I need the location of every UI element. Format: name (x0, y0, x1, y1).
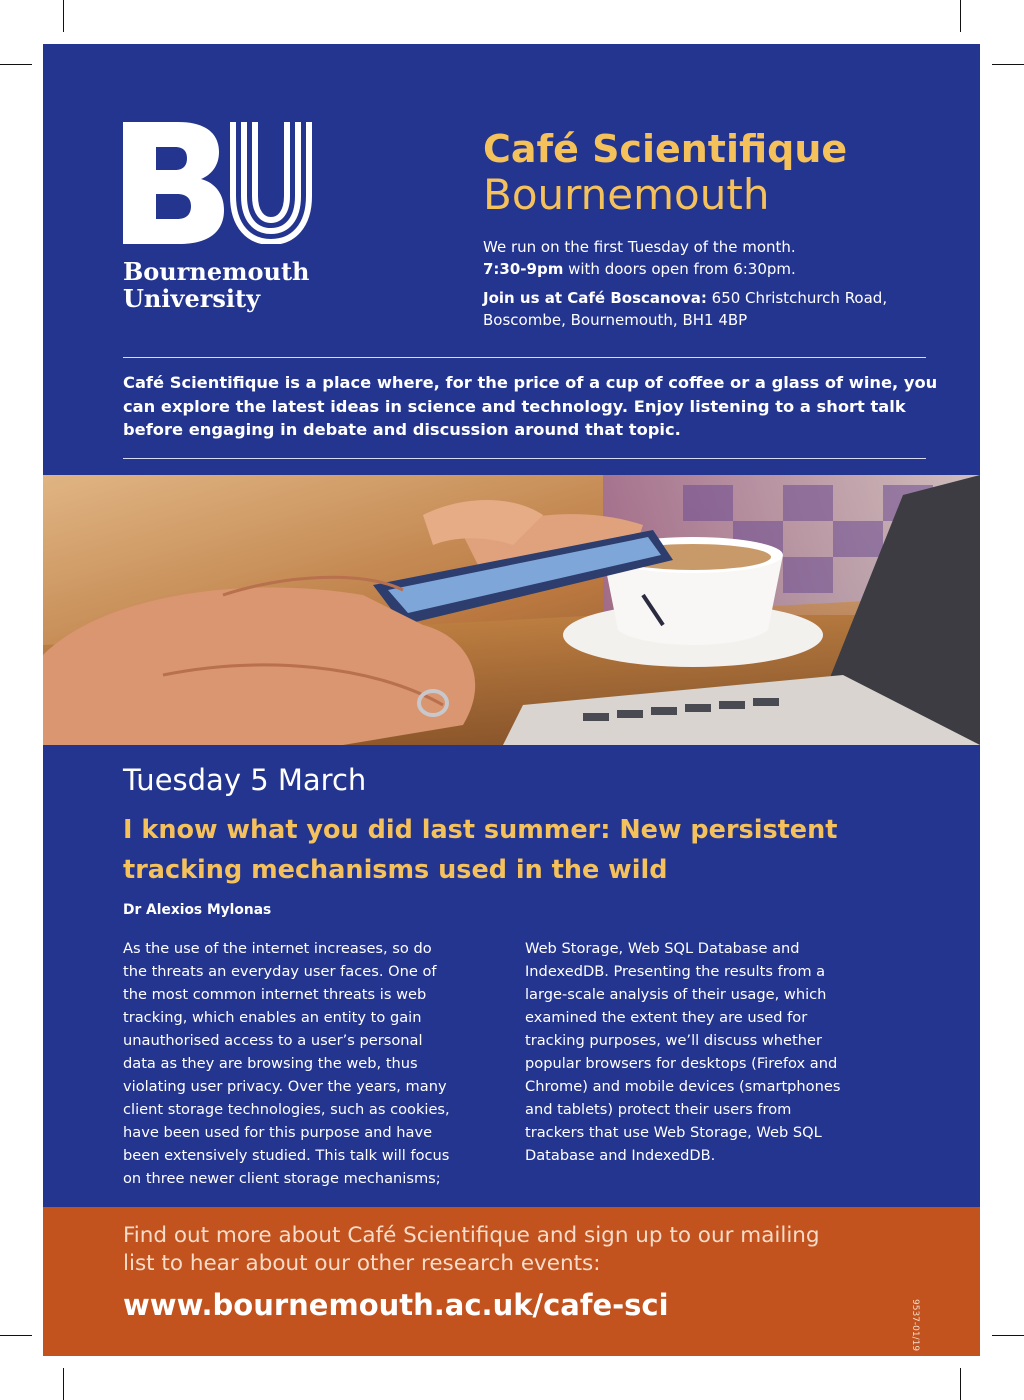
talk-title-line1: I know what you did last summer: New persistent (123, 815, 838, 845)
abstract-line: large-scale analysis of their usage, which (525, 986, 827, 1003)
title-line1: Café Scientifique (483, 127, 848, 171)
abstract-line: been extensively studied. This talk will focus (123, 1147, 450, 1164)
abstract-line: examined the extent they are used for (525, 1009, 808, 1026)
abstract-line: violating user privacy. Over the years, many (123, 1078, 447, 1095)
crop-mark (63, 0, 64, 32)
abstract-line: the most common internet threats is web (123, 986, 427, 1003)
footer-text (123, 1222, 820, 1278)
divider (123, 458, 926, 459)
university-line2: University (123, 284, 261, 313)
university-name (123, 258, 310, 312)
abstract-line: tracking purposes, we’ll discuss whether (525, 1032, 822, 1049)
website-link[interactable]: www.bournemouth.ac.uk/cafe-sci (123, 1288, 669, 1322)
abstract-line: data as they are browsing the web, thus (123, 1055, 418, 1072)
schedule-line: We run on the first Tuesday of the month. (483, 238, 796, 256)
time-line (483, 259, 963, 281)
abstract-line: and tablets) protect their users from (525, 1101, 792, 1118)
crop-mark (992, 1335, 1024, 1336)
abstract-line: As the use of the internet increases, so do (123, 940, 432, 957)
event-series-title (483, 126, 847, 220)
footer-band (43, 1207, 980, 1356)
title-line2: Bournemouth (483, 170, 770, 219)
intro-paragraph: Café Scientifique is a place where, for the price of a cup of coffee or a glass of wine, you can explore the latest ideas in science and technology. Enjoy listening to a short talk before engaging in debate and discussion around that topic. (123, 373, 938, 439)
bu-logo (123, 122, 313, 244)
abstract-line: on three newer client storage mechanisms; (123, 1170, 441, 1187)
abstract-line: the threats an everyday user faces. One of (123, 963, 437, 980)
venue-rest: 650 Christchurch Road, (706, 289, 888, 307)
time-rest: with doors open from 6:30pm. (563, 259, 796, 278)
abstract-line: trackers that use Web Storage, Web SQL (525, 1124, 822, 1141)
crop-mark (0, 1335, 32, 1336)
time-bold: 7:30-9pm (483, 259, 564, 278)
crop-mark (960, 1368, 961, 1400)
abstract-line: Chrome) and mobile devices (smartphones (525, 1078, 841, 1095)
abstract-line: Database and IndexedDB. (525, 1147, 716, 1164)
event-date: Tuesday 5 March (123, 763, 367, 797)
footer-line2: list to hear about our other research events: (123, 1251, 601, 1276)
hero-photo (43, 475, 980, 745)
talk-title-line2: tracking mechanisms used in the wild (123, 855, 668, 885)
abstract-line: IndexedDB. Presenting the results from a (525, 963, 826, 980)
abstract-line: have been used for this purpose and have (123, 1124, 433, 1141)
venue-line2: Boscombe, Bournemouth, BH1 4BP (483, 310, 748, 329)
abstract-column-1 (123, 937, 503, 1190)
crop-mark (960, 0, 961, 32)
abstract-line: unauthorised access to a user’s personal (123, 1032, 423, 1049)
talk-title (123, 810, 943, 890)
venue-line (483, 288, 963, 310)
divider (123, 357, 926, 358)
crop-mark (0, 64, 32, 65)
print-code: 9537-01/19 (910, 1299, 920, 1352)
university-line1: Bournemouth (123, 257, 310, 286)
schedule-info (483, 237, 963, 331)
abstract-line: popular browsers for desktops (Firefox and (525, 1055, 838, 1072)
abstract-line: client storage technologies, such as cookies, (123, 1101, 450, 1118)
venue-bold: Join us at Café Boscanova: (483, 289, 707, 307)
footer-line1: Find out more about Café Scientifique and sign up to our mailing (123, 1223, 820, 1248)
abstract-line: tracking, which enables an entity to gain (123, 1009, 422, 1026)
poster (43, 44, 980, 1356)
crop-mark (992, 64, 1024, 65)
crop-mark (63, 1368, 64, 1400)
abstract-column-2 (525, 937, 905, 1167)
speaker-name: Dr Alexios Mylonas (123, 902, 272, 918)
abstract-line: Web Storage, Web SQL Database and (525, 940, 800, 957)
